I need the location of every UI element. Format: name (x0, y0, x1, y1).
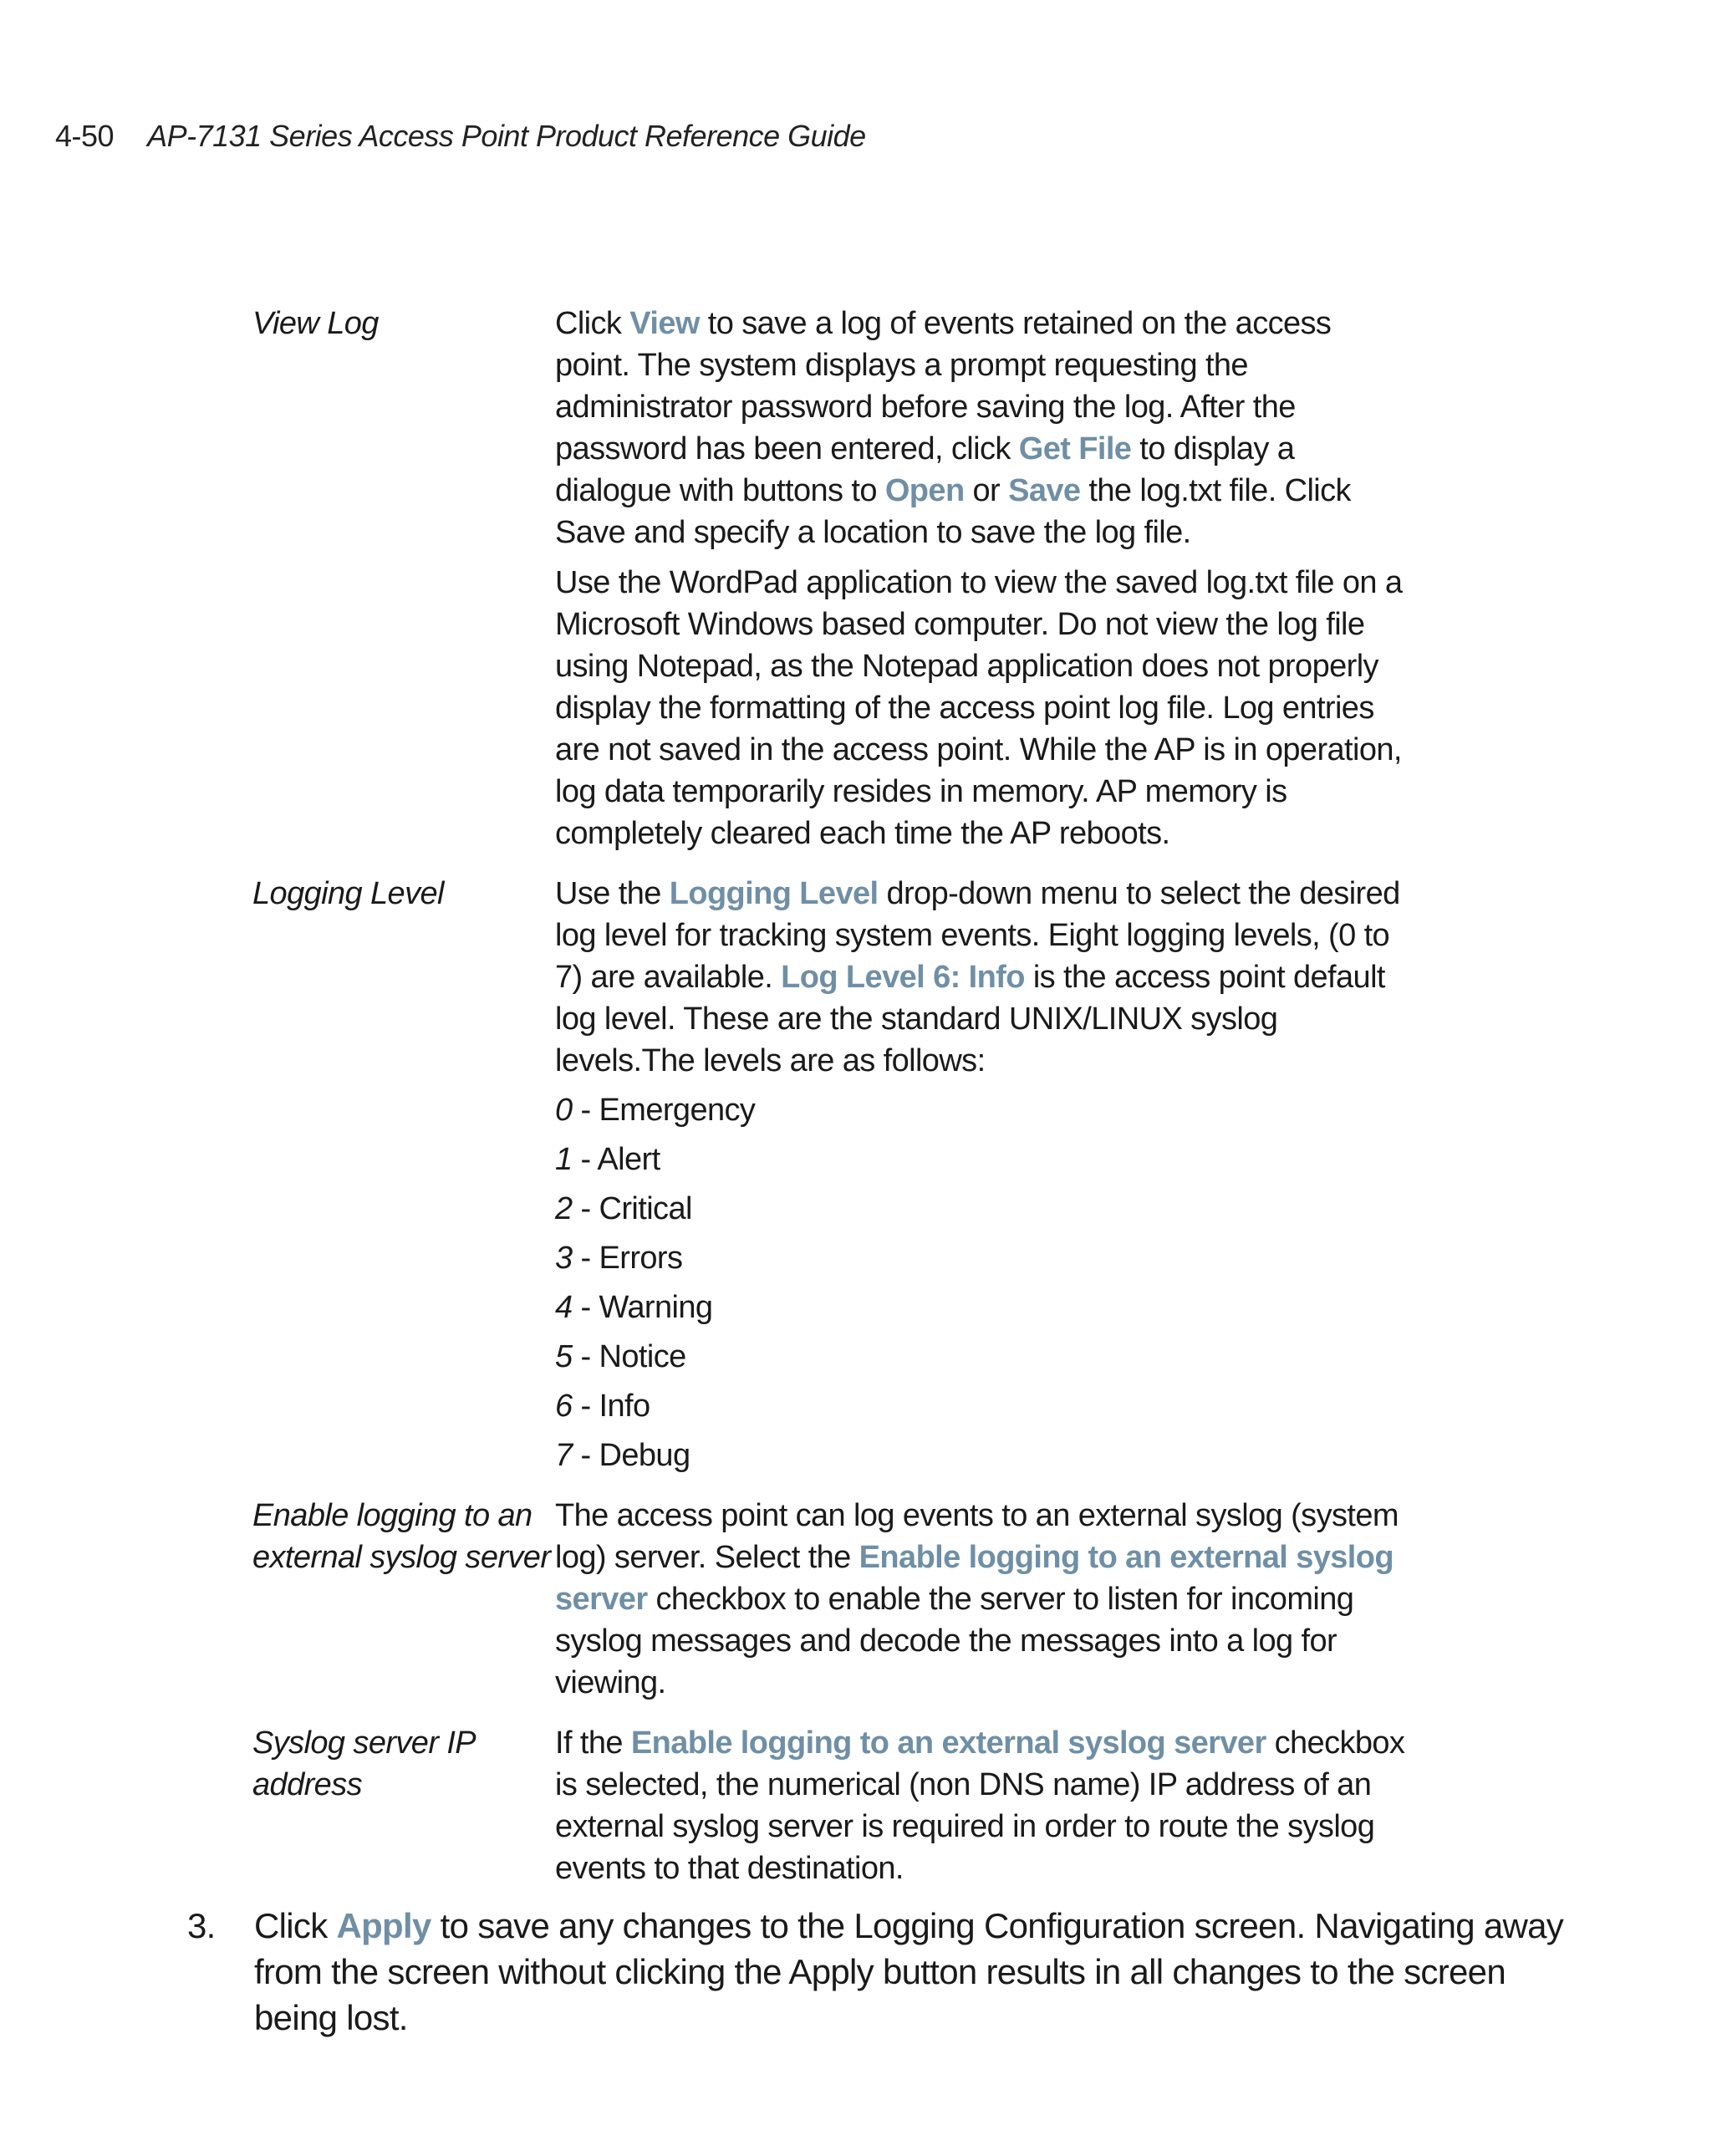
log-level-number: 7 (555, 1438, 573, 1473)
step-text (254, 1903, 1592, 2041)
definition-row-view-log (252, 303, 1423, 854)
guide-title: AP-7131 Series Access Point Product Reference Guide (147, 119, 866, 153)
description-view-log (555, 303, 1408, 854)
highlight-logging-level: Logging Level (669, 876, 879, 911)
log-level-item (555, 1237, 1408, 1279)
syslog-ip-paragraph (555, 1722, 1408, 1889)
term-view-log: View Log (252, 306, 379, 341)
step-3 (187, 1903, 1608, 2041)
page-number: 4-50 (55, 119, 115, 153)
log-level-number: 3 (555, 1241, 573, 1276)
log-level-name: - Notice (572, 1339, 686, 1374)
highlight-view: View (629, 306, 700, 341)
highlight-enable-logging-option: Enable logging to an external syslog server (555, 1540, 1394, 1617)
log-level-number: 0 (555, 1093, 573, 1128)
log-level-name: - Warning (572, 1290, 713, 1325)
highlight-get-file: Get File (1018, 431, 1132, 466)
text-span: the log.txt file. Click Save and specify a location to save the log file. (555, 473, 1351, 550)
description-enable-external-syslog (555, 1495, 1408, 1704)
log-level-number: 1 (555, 1142, 573, 1177)
log-level-name: - Critical (572, 1191, 692, 1226)
description-syslog-server-ip (555, 1722, 1408, 1889)
log-level-item (555, 1139, 1408, 1180)
log-level-item (555, 1287, 1408, 1328)
text-span: checkbox is selected, the numerical (non DNS name) IP address of an external syslog server is required in order to route the syslog events to that destination. (555, 1725, 1405, 1886)
page-header (55, 119, 866, 154)
text-span: to save a log of events retained on the access point. The system displays a prompt requesting the administrator password before saving the log. After the password has been entered, click (555, 306, 1332, 466)
definition-row-logging-level (252, 873, 1423, 1476)
text-span: If the (555, 1725, 631, 1761)
text-span: Use the (555, 876, 670, 911)
highlight-apply: Apply (336, 1906, 431, 1945)
log-level-name: - Debug (572, 1438, 690, 1473)
text-span: The access point can log events to an external syslog (system log) server. Select the (555, 1498, 1399, 1575)
view-log-paragraph-2: Use the WordPad application to view the saved log.txt file on a Microsoft Windows based computer. Do not view the log file using Notepad, as the Notepad application does not properly display the formatting of the access point log file. Log entries are not saved in the access point. While the AP is in operation, log data temporarily resides in memory. AP memory is completely cleared each time the AP reboots. (555, 565, 1403, 851)
term-enable-external-syslog: Enable logging to an external syslog server (252, 1498, 551, 1575)
log-level-name: - Info (572, 1389, 650, 1424)
log-level-number: 6 (555, 1389, 573, 1424)
log-level-number: 4 (555, 1290, 573, 1325)
log-level-item (555, 1188, 1408, 1230)
text-span: is the access point default log level. These are the standard UNIX/LINUX syslog levels.The levels are as follows: (555, 960, 1385, 1078)
log-level-item (555, 1336, 1408, 1378)
step-number: 3. (187, 1906, 216, 1945)
text-span: to save any changes to the Logging Configuration screen. Navigating away from the screen without clicking the Apply button results in all changes to the screen being lost. (254, 1906, 1564, 2037)
text-span: to display a dialogue with buttons to (555, 431, 1295, 508)
highlight-open: Open (884, 473, 965, 508)
highlight-save: Save (1008, 473, 1081, 508)
text-span: or (964, 473, 1009, 508)
log-level-name: - Alert (572, 1142, 660, 1177)
logging-level-paragraph (555, 873, 1408, 1082)
text-span: Click (555, 306, 630, 341)
text-span: Click (254, 1906, 337, 1945)
description-logging-level (555, 873, 1408, 1476)
term-logging-level: Logging Level (252, 876, 444, 911)
log-level-item (555, 1385, 1408, 1427)
definition-row-syslog-server-ip (252, 1722, 1423, 1889)
enable-external-paragraph (555, 1495, 1408, 1704)
highlight-enable-logging-option: Enable logging to an external syslog server (630, 1725, 1266, 1761)
log-level-item (555, 1089, 1408, 1131)
definition-row-enable-external-syslog (252, 1495, 1423, 1704)
text-span: drop-down menu to select the desired log level for tracking system events. Eight logging levels, (0 to 7) are available. (555, 876, 1400, 995)
log-level-name: - Emergency (572, 1093, 756, 1128)
log-level-number: 5 (555, 1339, 573, 1374)
term-syslog-server-ip: Syslog server IP address (252, 1725, 475, 1802)
log-level-item (555, 1435, 1408, 1476)
log-level-name: - Errors (572, 1241, 683, 1276)
view-log-paragraph-1 (555, 303, 1408, 553)
highlight-log-level-6: Log Level 6: Info (781, 960, 1025, 995)
log-level-number: 2 (555, 1191, 573, 1226)
text-span: checkbox to enable the server to listen for incoming syslog messages and decode the messages into a log for viewing. (555, 1582, 1354, 1700)
definition-table (252, 303, 1423, 1889)
